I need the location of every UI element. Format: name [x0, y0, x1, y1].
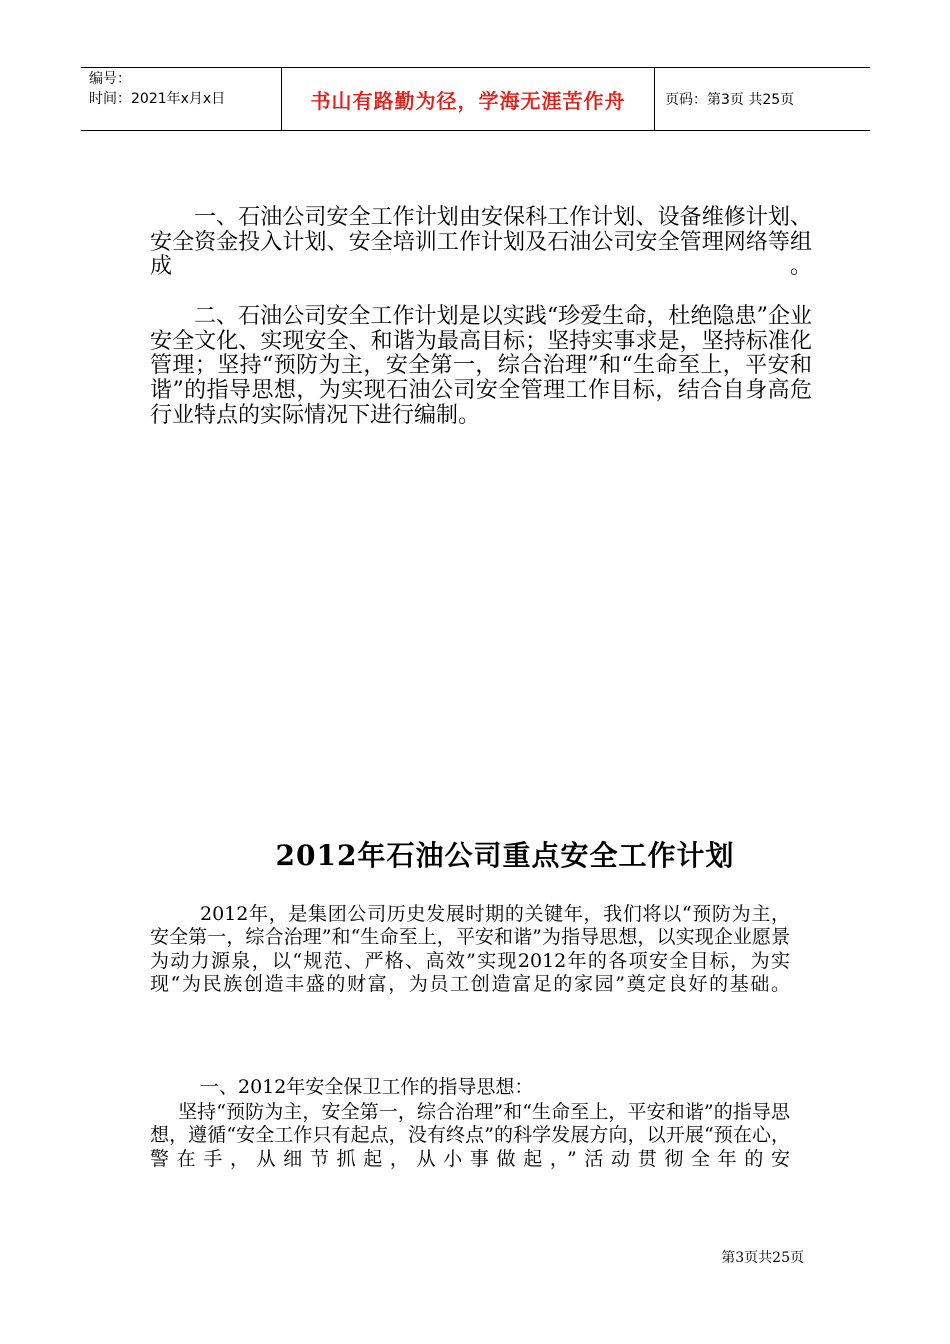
header-info-cell: [81, 68, 282, 130]
page-footer: 第3页共25页: [721, 1250, 804, 1266]
guiding-thought-heading: 一、2012年安全保卫工作的指导思想：: [200, 1076, 534, 1098]
document-time-label: 时间：2021年x月x日: [89, 91, 226, 107]
page-header: [81, 67, 870, 131]
upper-paragraph-1: 一、石油公司安全工作计划由安保科工作计划、设备维修计划、安全资金投入计划、安全培训工作计划及石油公司安全管理网络等组成。: [150, 205, 812, 280]
header-motto: 书山有路勤为径，学海无涯苦作舟: [310, 88, 626, 113]
header-page-cell: [655, 68, 870, 130]
document-number-label: 编号：: [89, 71, 131, 87]
guiding-thought-body: 坚持“预防为主，安全第一，综合治理”和“生命至上，平安和谐”的指导思想，遵循“安全工作只有起点，没有终点”的科学发展方向，以开展“预在心，警在手，从细节抓起，从小事做起，”活动贯彻全年的安: [150, 1101, 790, 1170]
intro-paragraph: 2012年，是集团公司历史发展时期的关键年，我们将以“预防为主，安全第一，综合治理”和“生命至上，平安和谐”为指导思想，以实现企业愿景为动力源泉，以“规范、严格、高效”实现2012年的各项安全目标，为实现“为民族创造丰盛的财富，为员工创造富足的家园”奠定良好的基础。: [150, 903, 790, 995]
upper-paragraph-2: 二、石油公司安全工作计划是以实践“珍爱生命，杜绝隐患”企业安全文化、实现安全、和谐为最高目标；坚持实事求是，坚持标准化管理；坚持“预防为主，安全第一，综合治理”和“生命至上，平安和谐”的指导思想，为实现石油公司安全管理工作目标，结合自身高危行业特点的实际情况下进行编制。: [150, 304, 812, 428]
header-motto-cell: [282, 68, 655, 130]
header-page-code: 页码：第3页 共25页: [665, 92, 795, 108]
section-title: 2012年石油公司重点安全工作计划: [275, 839, 735, 872]
